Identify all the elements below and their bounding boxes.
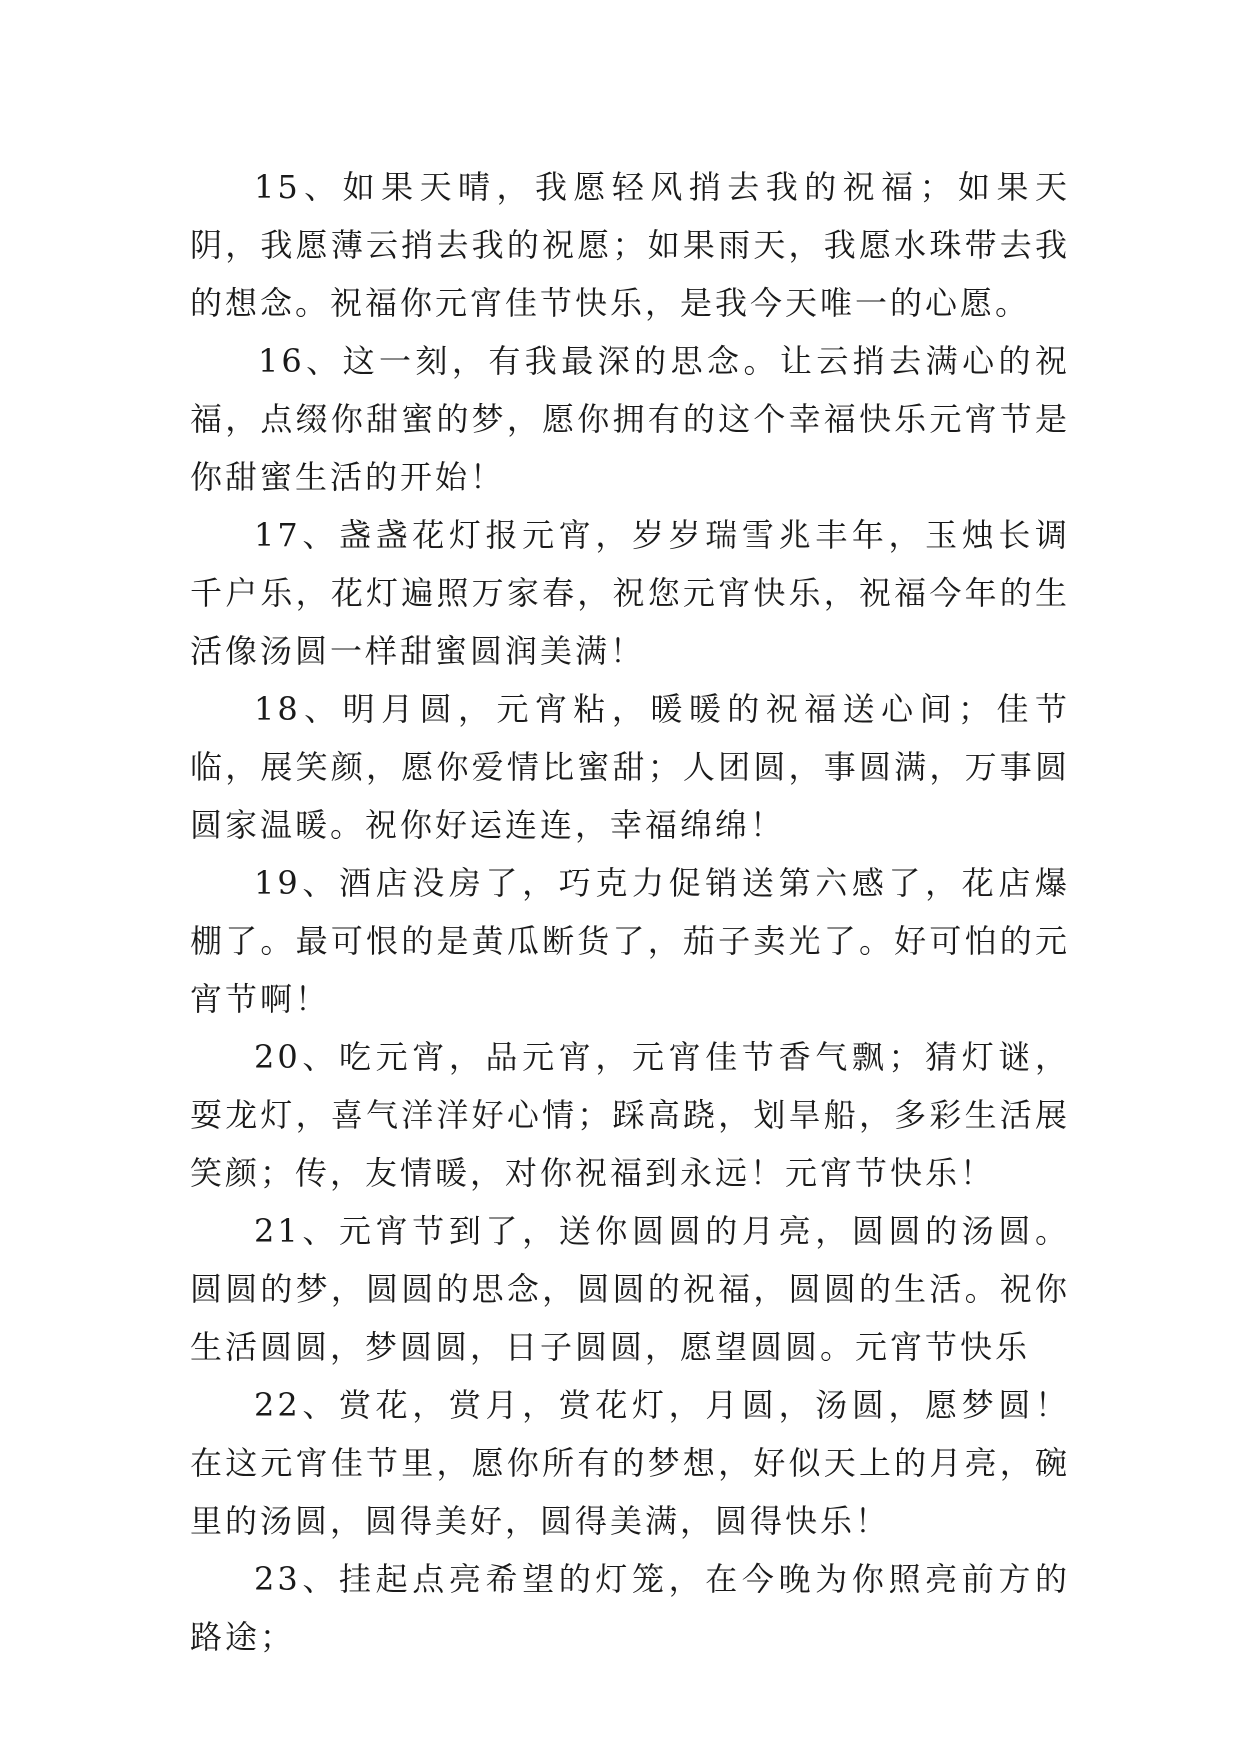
paragraph-17: 17、盏盏花灯报元宵，岁岁瑞雪兆丰年，玉烛长调千户乐，花灯遍照万家春，祝您元宵快乐，祝福今年的生活像汤圆一样甜蜜圆润美满！: [190, 516, 1070, 670]
paragraph-21: 21、元宵节到了，送你圆圆的月亮，圆圆的汤圆。圆圆的梦，圆圆的思念，圆圆的祝福，圆圆的生活。祝你生活圆圆，梦圆圆，日子圆圆，愿望圆圆。元宵节快乐: [190, 1212, 1070, 1366]
paragraph-15: 15、如果天晴，我愿轻风捎去我的祝福；如果天阴，我愿薄云捎去我的祝愿；如果雨天，我愿水珠带去我的想念。祝福你元宵佳节快乐，是我今天唯一的心愿。: [190, 168, 1070, 322]
paragraph-23: 23、挂起点亮希望的灯笼，在今晚为你照亮前方的路途；: [190, 1560, 1070, 1656]
document-body: [190, 158, 1070, 1666]
paragraph-20: 20、吃元宵，品元宵，元宵佳节香气飘；猜灯谜，耍龙灯，喜气洋洋好心情；踩高跷，划旱船，多彩生活展笑颜；传，友情暖，对你祝福到永远！元宵节快乐！: [190, 1038, 1070, 1192]
paragraph-18: 18、明月圆，元宵粘，暖暖的祝福送心间；佳节临，展笑颜，愿你爱情比蜜甜；人团圆，事圆满，万事圆圆家温暖。祝你好运连连，幸福绵绵！: [190, 690, 1070, 844]
paragraph-19: 19、酒店没房了，巧克力促销送第六感了，花店爆棚了。最可恨的是黄瓜断货了，茄子卖光了。好可怕的元宵节啊！: [190, 864, 1070, 1018]
paragraph-22: 22、赏花，赏月，赏花灯，月圆，汤圆，愿梦圆！在这元宵佳节里，愿你所有的梦想，好似天上的月亮，碗里的汤圆，圆得美好，圆得美满，圆得快乐！: [190, 1386, 1070, 1540]
paragraph-16: 16、这一刻，有我最深的思念。让云捎去满心的祝福，点缀你甜蜜的梦，愿你拥有的这个幸福快乐元宵节是你甜蜜生活的开始！: [190, 342, 1070, 496]
